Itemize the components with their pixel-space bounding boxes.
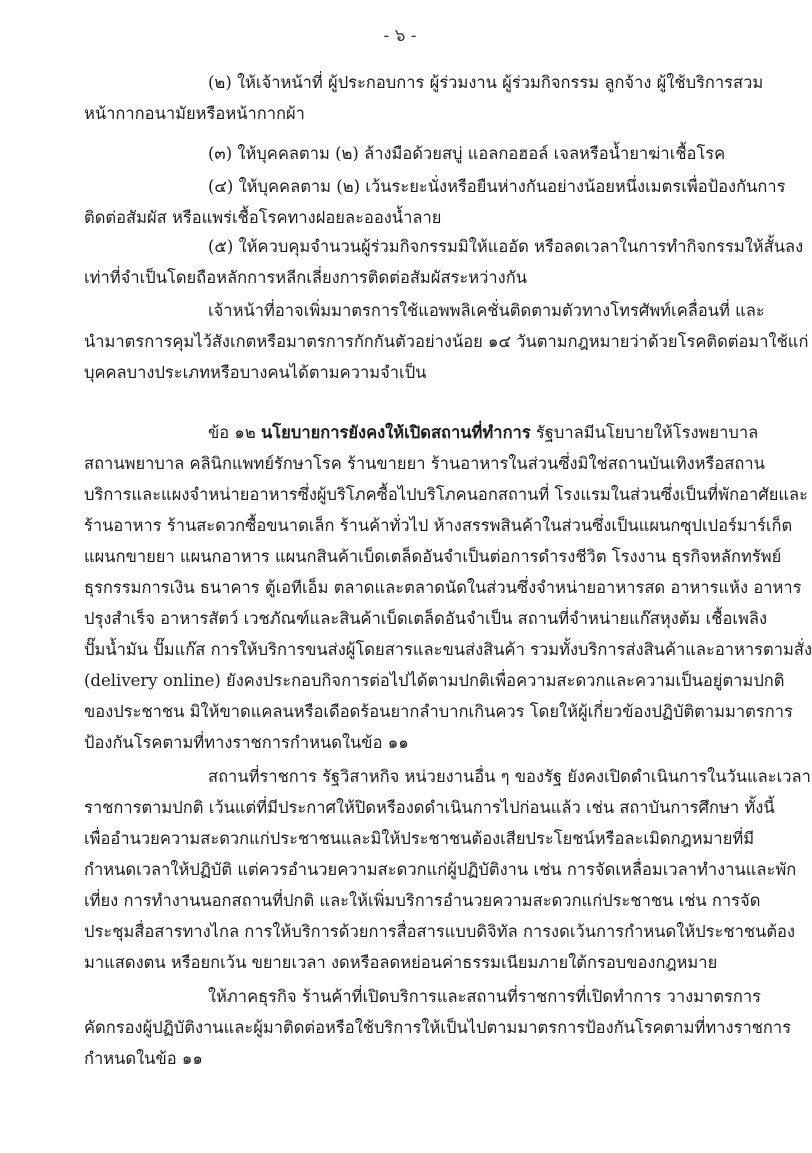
clause-12-line: สถานพยาบาล คลินิกแพทย์รักษาโรค ร้านขายยา ร้านอาหารในส่วนซึ่งมิใช่สถานบันเทิงหรือสถาน <box>84 454 765 473</box>
gov-paragraph-line: เพื่ออำนวยความสะดวกแก่ประชาชนและมิให้ประชาชนต้องเสียประโยชน์หรือละเมิดกฎหมายที่มี <box>84 829 755 848</box>
clause-12-heading-line <box>208 418 759 448</box>
clause-12-heading: นโยบายการยังคงให้เปิดสถานที่ทำการ <box>261 423 531 442</box>
clause-12-line: (delivery online) ยังคงประกอบกิจการต่อไปได้ตามปกติเพื่อความสะดวกและความเป็นอยู่ตามปกติ <box>84 671 785 690</box>
measure-4-line-2: ติดต่อสัมผัส หรือแพร่เชื้อโรคทางฝอยละอองน้ำลาย <box>84 208 442 227</box>
business-paragraph-line: ให้ภาคธุรกิจ ร้านค้าที่เปิดบริการและสถานที่ราชการที่เปิดทำการ วางมาตรการ <box>208 987 761 1006</box>
clause-12-line: ร้านอาหาร ร้านสะดวกซื้อขนาดเล็ก ร้านค้าทั่วไป ห้างสรรพสินค้าในส่วนซึ่งเป็นแผนกซุปเปอร์มาร์เก็ต <box>84 516 793 535</box>
measure-2-line-1: (๒) ให้เจ้าหน้าที่ ผู้ประกอบการ ผู้ร่วมงาน ผู้ร่วมกิจกรรม ลูกจ้าง ผู้ใช้บริการสวม <box>208 73 764 92</box>
page-number: - ๖ - <box>383 26 417 46</box>
gov-paragraph-line: ราชการตามปกติ เว้นแต่ที่มีประกาศให้ปิดหรืองดดำเนินการไปก่อนแล้ว เช่น สถาบันการศึกษา ทั้งนี้ <box>84 798 775 817</box>
gov-paragraph-line: สถานที่ราชการ รัฐวิสาหกิจ หน่วยงานอื่น ๆ ของรัฐ ยังคงเปิดดำเนินการในวันและเวลา <box>208 767 811 786</box>
gov-paragraph-line: กำหนดเวลาให้ปฏิบัติ แต่ควรอำนวยความสะดวกแก่ผู้ปฏิบัติงาน เช่น การจัดเหลื่อมเวลาทำงานและพัก <box>84 860 797 879</box>
gov-paragraph-line: มาแสดงตน หรือยกเว้น ขยายเวลา งดหรือลดหย่อนค่าธรรมเนียมภายใต้กรอบของกฎหมาย <box>84 953 718 972</box>
clause-12-line: ปั๊มน้ำมัน ปั๊มแก๊ส การให้บริการขนส่งผู้โดยสารและขนส่งสินค้า รวมทั้งบริการส่งสินค้าและอาหารตามสั่ง <box>84 640 812 659</box>
app-paragraph-line-2: นำมาตรการคุมไว้สังเกตหรือมาตรการกักกันตัวอย่างน้อย ๑๔ วันตามกฎหมายว่าด้วยโรคติดต่อมาใช้แก่ <box>84 332 809 351</box>
clause-12-line: ปรุงสำเร็จ อาหารสัตว์ เวชภัณฑ์และสินค้าเบ็ดเตล็ดอันจำเป็น สถานที่จำหน่ายแก๊สหุงต้ม เชื้อเพลิง <box>84 609 768 628</box>
measure-5-line-2: เท่าที่จำเป็นโดยถือหลักการหลีกเลี่ยงการติดต่อสัมผัสระหว่างกัน <box>84 268 527 287</box>
gov-paragraph-line: เที่ยง การทำงานนอกสถานที่ปกติ และให้เพิ่มบริการอำนวยความสะดวกแก่ประชาชน เช่น การจัด <box>84 891 761 910</box>
gov-paragraph-line: ประชุมสื่อสารทางไกล การให้บริการด้วยการสื่อสารแบบดิจิทัล การงดเว้นการกำหนดให้ประชาชนต้อง <box>84 922 796 941</box>
measure-4-line-1: (๔) ให้บุคคลตาม (๒) เว้นระยะนั่งหรือยืนห่างกันอย่างน้อยหนึ่งเมตรเพื่อป้องกันการ <box>208 177 786 196</box>
business-paragraph-line: กำหนดในข้อ ๑๑ <box>84 1049 203 1068</box>
measure-5-line-1: (๕) ให้ควบคุมจำนวนผู้ร่วมกิจกรรมมิให้แออัด หรือลดเวลาในการทำกิจกรรมให้สั้นลง <box>208 237 804 256</box>
business-paragraph-line: คัดกรองผู้ปฏิบัติงานและผู้มาติดต่อหรือใช้บริการให้เป็นไปตามมาตรการป้องกันโรคตามที่ทางราชการ <box>84 1018 792 1037</box>
app-paragraph-line-1: เจ้าหน้าที่อาจเพิ่มมาตรการใช้แอพพลิเคชั่นติดตามตัวทางโทรศัพท์เคลื่อนที่ และ <box>208 301 765 320</box>
clause-12-line: ของประชาชน มิให้ขาดแคลนหรือเดือดร้อนยากลำบากเกินควร โดยให้ผู้เกี่ยวข้องปฏิบัติตามมาตรการ <box>84 702 793 721</box>
clause-12-first-text: รัฐบาลมีนโยบายให้โรงพยาบาล <box>530 423 759 442</box>
measure-3: (๓) ให้บุคคลตาม (๒) ล้างมือด้วยสบู่ แอลกอฮอล์ เจลหรือน้ำยาฆ่าเชื้อโรค <box>208 144 726 163</box>
clause-12-number: ข้อ ๑๒ <box>208 423 262 442</box>
clause-12-line: บริการและแผงจำหน่ายอาหารซึ่งผู้บริโภคซื้อไปบริโภคนอกสถานที่ โรงแรมในส่วนซึ่งเป็นที่พักอาศัยและ <box>84 485 808 504</box>
measure-2-line-2: หน้ากากอนามัยหรือหน้ากากผ้า <box>84 104 305 123</box>
clause-12-line: ป้องกันโรคตามที่ทางราชการกำหนดในข้อ ๑๑ <box>84 733 409 752</box>
clause-12-line: แผนกขายยา แผนกอาหาร แผนกสินค้าเบ็ดเตล็ดอันจำเป็นต่อการดำรงชีวิต โรงงาน ธุรกิจหลักทรัพย์ <box>84 547 782 566</box>
app-paragraph-line-3: บุคคลบางประเภทหรือบางคนได้ตามความจำเป็น <box>84 363 427 382</box>
clause-12-line: ธุรกรรมการเงิน ธนาคาร ตู้เอทีเอ็ม ตลาดและตลาดนัดในส่วนซึ่งจำหน่ายอาหารสด อาหารแห้ง อาหาร <box>84 578 802 597</box>
